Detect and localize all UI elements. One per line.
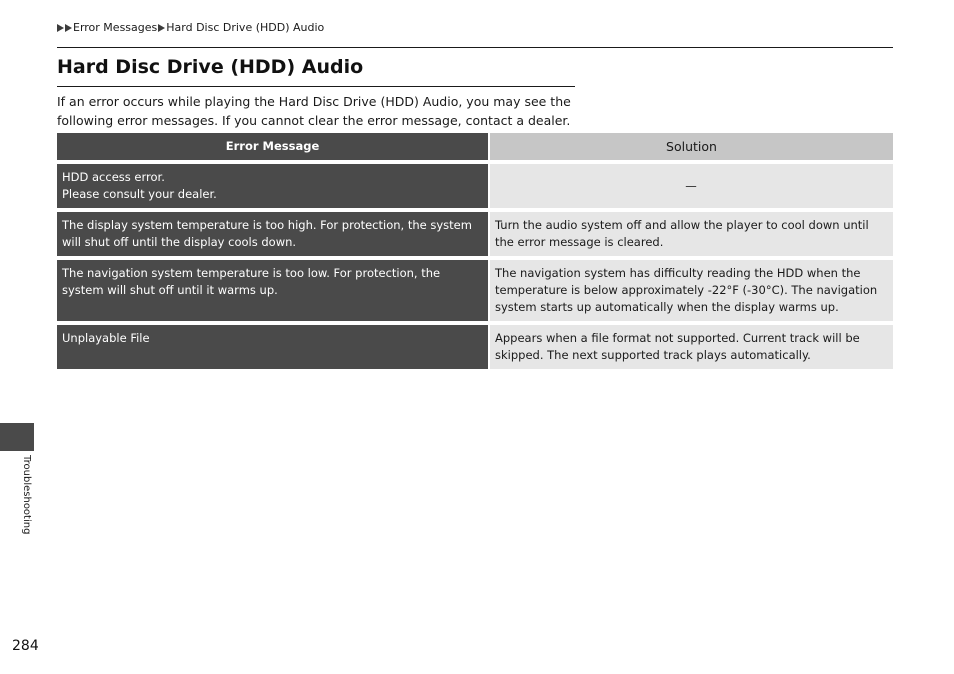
table-row xyxy=(57,164,893,208)
breadcrumb xyxy=(57,21,325,34)
solution-cell: — xyxy=(490,164,893,208)
column-header-solution: Solution xyxy=(490,133,893,160)
table-row xyxy=(57,260,893,321)
breadcrumb-item-hdd-audio: Hard Disc Drive (HDD) Audio xyxy=(166,21,325,34)
error-message-line: HDD access error. xyxy=(62,170,165,184)
solution-cell: The navigation system has difficulty reading the HDD when the temperature is below approximately -22°F (-30°C). The navigation system starts up automatically when the display warms up. xyxy=(490,260,893,321)
triangle-right-icon xyxy=(65,24,72,32)
column-header-error-message: Error Message xyxy=(57,133,490,160)
solution-cell: Turn the audio system off and allow the player to cool down until the error message is cleared. xyxy=(490,212,893,256)
error-message-cell: The navigation system temperature is too low. For protection, the system will shut off until it warms up. xyxy=(57,260,490,321)
header-divider xyxy=(57,47,893,48)
title-underline xyxy=(57,86,575,87)
error-message-cell: Unplayable File xyxy=(57,325,490,369)
page-number: 284 xyxy=(12,638,39,654)
section-label: Troubleshooting xyxy=(21,455,32,535)
error-message-cell xyxy=(57,164,490,208)
table-row xyxy=(57,325,893,369)
table-row xyxy=(57,212,893,256)
breadcrumb-item-error-messages[interactable]: Error Messages xyxy=(73,21,158,34)
triangle-right-icon xyxy=(158,24,165,32)
page-title: Hard Disc Drive (HDD) Audio xyxy=(57,56,364,78)
triangle-right-icon xyxy=(57,24,64,32)
intro-paragraph: If an error occurs while playing the Hard Disc Drive (HDD) Audio, you may see the following error messages. If you cannot clear the error message, contact a dealer. xyxy=(57,94,571,128)
section-tab-marker xyxy=(0,423,34,451)
error-message-line: Please consult your dealer. xyxy=(62,187,217,201)
error-messages-table xyxy=(57,133,893,369)
error-message-cell: The display system temperature is too high. For protection, the system will shut off until the display cools down. xyxy=(57,212,490,256)
table-header-row xyxy=(57,133,893,160)
solution-cell: Appears when a file format not supported. Current track will be skipped. The next supported track plays automatically. xyxy=(490,325,893,369)
